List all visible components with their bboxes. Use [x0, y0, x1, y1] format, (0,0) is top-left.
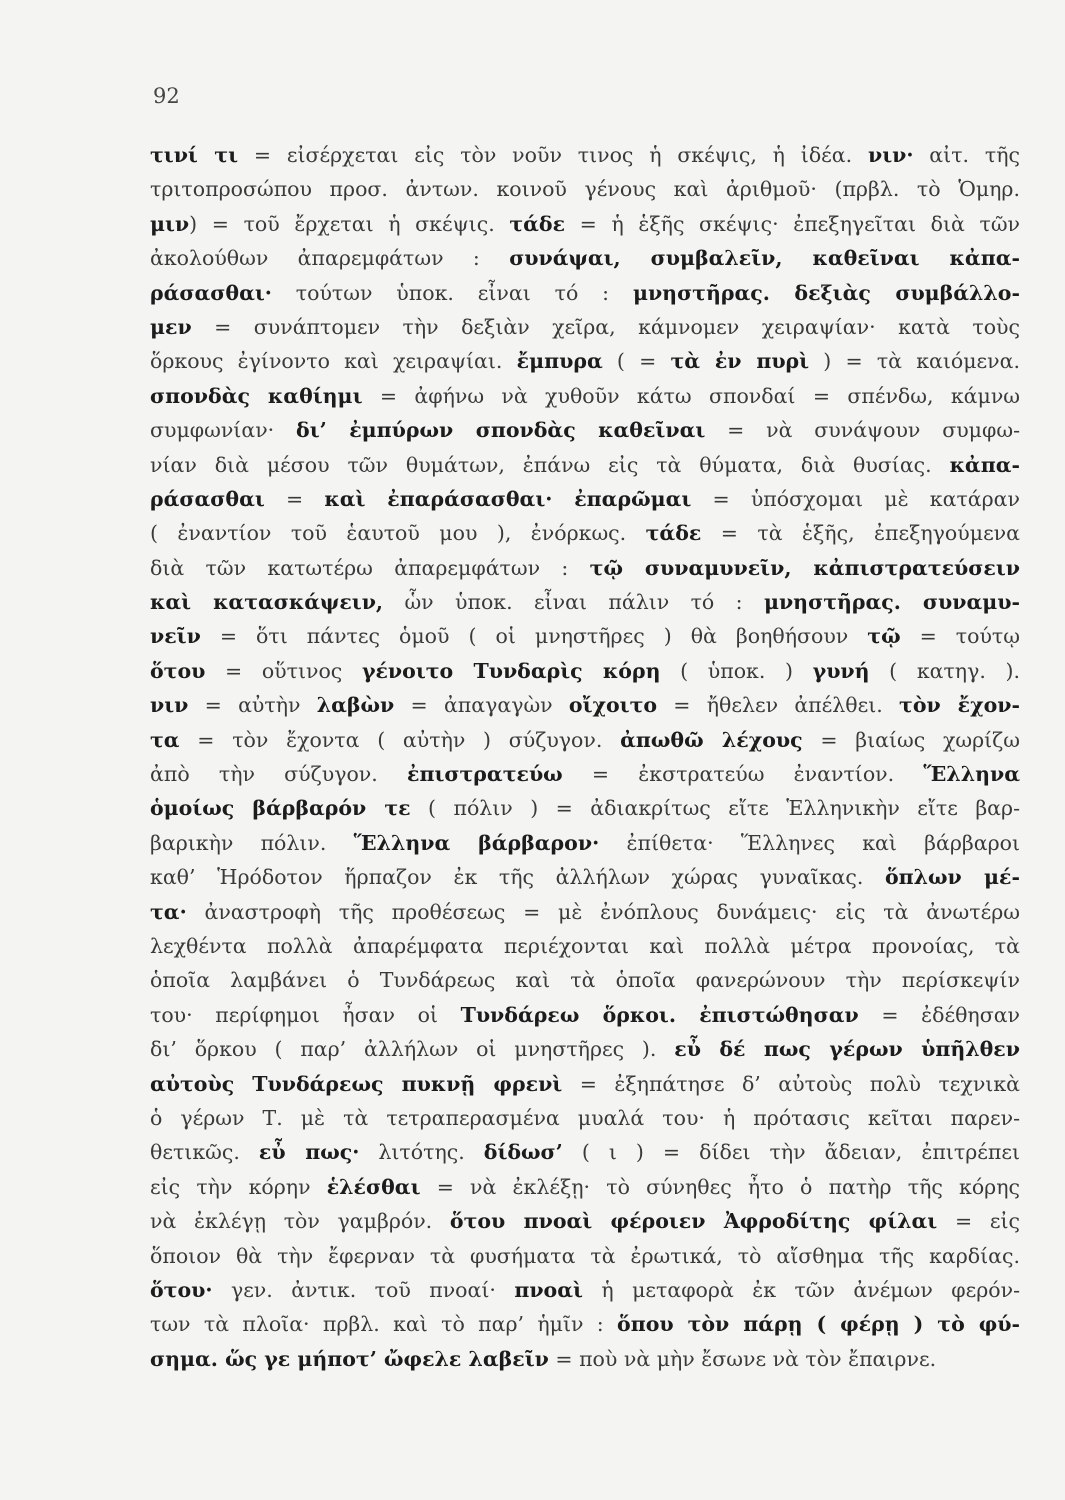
gloss-text: ( ἐναντίον τοῦ ἑαυτοῦ μου ), ἐνόρκως. [150, 521, 646, 546]
gloss-text: = ὑπόσχομαι μὲ κατάραν [691, 486, 1020, 511]
gloss-text: ὅρκους ἐγίνοντο καὶ χειραψίαι. [150, 349, 517, 374]
lemma-term: νιν· [867, 143, 914, 167]
text-line [150, 654, 1020, 688]
gloss-text: = οὕτινος [205, 658, 362, 683]
gloss-text: = ἐκστρατεύω ἐναντίον. [562, 762, 924, 787]
lemma-term: ἀπωθῶ λέχους [620, 727, 803, 752]
gloss-text: ἡ μεταφορὰ ἐκ τῶν ἀνέμων φερόν- [582, 1277, 1020, 1302]
gloss-text: ( κατηγ. ). [869, 658, 1020, 683]
lemma-term: αὐτοὺς Τυνδάρεως πυκνῇ φρενὶ [150, 1071, 563, 1096]
lemma-term: συνάψαι, συμβαλεῖν, καθεῖναι κἀπα- [509, 246, 1020, 271]
text-line [150, 276, 1020, 310]
lemma-term: γυνή [812, 658, 870, 683]
gloss-text: ( ι ) = δίδει τὴν ἄδειαν, ἐπιτρέπει [562, 1140, 1020, 1165]
lemma-term: Ἕλληνα [923, 762, 1020, 787]
text-line [150, 241, 1020, 275]
gloss-text: ἀκολούθων ἀπαρεμφάτων : [150, 246, 510, 271]
lemma-term: μεν [150, 314, 192, 339]
text-line [150, 757, 1020, 791]
lemma-term: ἐπιστρατεύω [406, 762, 563, 787]
text-line [150, 448, 1020, 482]
text-line [150, 172, 1020, 206]
text-line [150, 1135, 1020, 1169]
text-line [150, 963, 1020, 997]
lemma-term: σημα. ὥς γε μήποτ’ ὤφελε λαβεῖν [150, 1346, 549, 1371]
gloss-text: ) = τοῦ ἔρχεται ἡ σκέψις. [189, 211, 510, 236]
lemma-term: εὖ πως· [258, 1140, 360, 1165]
gloss-text: = τούτῳ [900, 624, 1020, 649]
gloss-text: = τὰ ἑξῆς, ἐπεξηγούμενα [701, 521, 1020, 546]
text-line [150, 895, 1020, 929]
gloss-text: = ἐξηπάτησε δ’ αὐτοὺς πολὺ τεχνικὰ [562, 1071, 1020, 1096]
gloss-text: = εἰσέρχεται εἰς τὸν νοῦν τινος ἡ σκέψις, ἡ ἰδέα. [238, 143, 868, 167]
gloss-text: = ἡ ἑξῆς σκέψις· ἐπεξηγεῖται διὰ τῶν [565, 211, 1020, 236]
text-line [150, 1239, 1020, 1273]
lemma-term: τα [150, 727, 180, 752]
gloss-text: = [264, 486, 325, 511]
text-line [150, 379, 1020, 413]
gloss-text: συμφωνίαν· [150, 418, 297, 443]
gloss-text: θετικῶς. [150, 1140, 259, 1165]
lemma-term: μνηστῆρας. δεξιὰς συμβάλλο- [632, 280, 1020, 305]
text-line [150, 344, 1020, 378]
gloss-text: = νὰ συνάψουν συμφω- [705, 418, 1020, 443]
gloss-text: = βιαίως χωρίζω [802, 727, 1020, 752]
lemma-term: ράσασθαι [150, 486, 265, 511]
lemma-term: καὶ ἐπαράσασθαι· ἐπαρῶμαι [324, 486, 692, 511]
text-line [150, 516, 1020, 550]
lemma-term: τινί τι [150, 143, 239, 167]
gloss-text: = ἤθελεν ἀπέλθει. [657, 693, 900, 718]
gloss-text: ὁ γέρων Τ. μὲ τὰ τετραπερασμένα μυαλά του· ἡ πρότασις κεῖται παρεν- [150, 1105, 1020, 1130]
lemma-term: ὅτου πνοαὶ φέροιεν Ἀφροδίτης φίλαι [449, 1209, 938, 1234]
lemma-term: καὶ κατασκάψειν, [150, 590, 384, 615]
text-line [150, 723, 1020, 757]
gloss-text: = τὸν ἔχοντα ( αὐτὴν ) σύζυγον. [179, 727, 621, 752]
gloss-text: = νὰ ἐκλέξῃ· τὸ σύνηθες ἦτο ὁ πατὴρ τῆς κόρης [420, 1174, 1020, 1199]
lemma-term: τάδε [645, 521, 702, 546]
gloss-text: = ποὺ νὰ μὴν ἔσωνε νὰ τὸν ἔπαιρνε. [548, 1346, 937, 1371]
lemma-term: ὅπου τὸν πάρῃ ( φέρῃ ) τὸ φύ- [617, 1312, 1020, 1337]
text-line [150, 413, 1020, 447]
text-line [150, 1342, 1020, 1376]
text-line [150, 929, 1020, 963]
page-number: 92 [153, 84, 180, 108]
lemma-term: κἀπα- [949, 452, 1020, 477]
lemma-term: πνοαὶ [514, 1277, 583, 1302]
lemma-term: ὅτου· [150, 1277, 213, 1302]
text-line [150, 310, 1020, 344]
text-line [150, 826, 1020, 860]
lemma-term: ὅπλων μέ- [884, 865, 1020, 890]
gloss-text: ( πόλιν ) = ἀδιακρίτως εἴτε Ἑλληνικὴν εἴτε βαρ- [410, 796, 1020, 821]
gloss-text: ὅποιον θὰ τὴν ἔφερναν τὰ φυσήματα τὰ ἐρωτικά, τὸ αἴσθημα τῆς καρδίας. [150, 1243, 1020, 1268]
commentary-text [150, 138, 1020, 1376]
lemma-term: γένοιτο Τυνδαρὶς κόρη [361, 658, 661, 683]
lemma-term: νιν [150, 693, 189, 718]
lemma-term: τῷ [867, 624, 901, 649]
gloss-text: νίαν διὰ μέσου τῶν θυμάτων, ἐπάνω εἰς τὰ θύματα, διὰ θυσίας. [150, 452, 950, 477]
lemma-term: Τυνδάρεω ὅρκοι. ἐπιστώθησαν [460, 1002, 859, 1027]
gloss-text: = συνάπτομεν τὴν δεξιὰν χεῖρα, κάμνομεν χειραψίαν· κατὰ τοὺς [191, 314, 1020, 339]
lemma-term: τῷ συναμυνεῖν, κἀπιστρατεύσειν [589, 555, 1020, 580]
lemma-term: τὸν ἔχον- [899, 693, 1020, 718]
gloss-text: καθ’ Ἡρόδοτον ἥρπαζον ἐκ τῆς ἀλλήλων χώρας γυναῖκας. [150, 865, 885, 890]
lemma-term: τάδε [509, 211, 566, 236]
lemma-term: ράσασθαι· [150, 280, 272, 305]
gloss-text: εἰς τὴν κόρην [150, 1174, 327, 1199]
lemma-term: Ἕλληνα βάρβαρον· [353, 830, 600, 855]
gloss-text: ( ὑποκ. ) [660, 658, 813, 683]
gloss-text: δι’ ὅρκου ( παρ’ ἀλλήλων οἱ μνηστῆρες ). [150, 1037, 675, 1062]
lemma-term: νεῖν [150, 624, 201, 649]
gloss-text: αἰτ. τῆς [913, 143, 1020, 167]
text-line [150, 619, 1020, 653]
lemma-term: εὖ δέ πως γέρων ὑπῆλθεν [674, 1037, 1020, 1062]
lemma-term: ἔμπυρα [516, 349, 603, 374]
gloss-text: διὰ τῶν κατωτέρω ἀπαρεμφάτων : [150, 555, 590, 580]
lemma-term: μνηστῆρας. συναμυ- [763, 590, 1020, 615]
gloss-text: = ἀπαγαγὼν [394, 693, 569, 718]
lemma-term: τὰ ἐν πυρὶ [670, 349, 810, 374]
gloss-text: ὧν ὑποκ. εἶναι πάλιν τό : [383, 590, 764, 615]
text-line [150, 1204, 1020, 1238]
gloss-text: τούτων ὑποκ. εἶναι τό : [271, 280, 633, 305]
text-line [150, 791, 1020, 825]
text-line [150, 688, 1020, 722]
gloss-text: γεν. ἀντικ. τοῦ πνοαί· [212, 1277, 515, 1302]
text-line [150, 860, 1020, 894]
lemma-term: δίδωσ’ [483, 1140, 563, 1165]
gloss-text: = ἐδέθησαν [858, 1002, 1020, 1027]
lemma-term: τα· [150, 899, 187, 924]
text-line [150, 1101, 1020, 1135]
text-line [150, 551, 1020, 585]
text-line [150, 138, 1020, 172]
gloss-text: ἐπίθετα· Ἕλληνες καὶ βάρβαροι [599, 830, 1020, 855]
text-line [150, 998, 1020, 1032]
lemma-term: σπονδὰς καθίημι [150, 383, 363, 408]
gloss-text: βαρικὴν πόλιν. [150, 830, 354, 855]
gloss-text: ἀναστροφὴ τῆς προθέσεως = μὲ ἐνόπλους δυνάμεις· εἰς τὰ ἀνωτέρω [186, 899, 1020, 924]
gloss-text: ὁποῖα λαμβάνει ὁ Τυνδάρεως καὶ τὰ ὁποῖα φανερώνουν τὴν περίσκεψίν [150, 968, 1020, 993]
text-line [150, 482, 1020, 516]
lemma-term: ἑλέσθαι [326, 1174, 421, 1199]
text-line [150, 1170, 1020, 1204]
gloss-text: = αὐτὴν [188, 693, 317, 718]
gloss-text: των τὰ πλοῖα· πρβλ. καὶ τὸ παρ’ ἡμῖν : [150, 1312, 618, 1337]
text-line [150, 585, 1020, 619]
gloss-text: του· περίφημοι ἦσαν οἱ [150, 1002, 461, 1027]
text-line [150, 1307, 1020, 1341]
lemma-term: ὅτου [150, 658, 206, 683]
text-line [150, 1067, 1020, 1101]
gloss-text: = εἰς [937, 1209, 1020, 1234]
text-line [150, 207, 1020, 241]
text-line [150, 1273, 1020, 1307]
text-line [150, 1032, 1020, 1066]
gloss-text: ( = [602, 349, 671, 374]
gloss-text: τριτοπροσώπου προσ. ἀντων. κοινοῦ γένους καὶ ἀριθμοῦ· (πρβλ. τὸ Ὁμηρ. [150, 177, 1020, 202]
lemma-term: δι’ ἐμπύρων σπονδὰς καθεῖναι [296, 418, 706, 443]
lemma-term: ὁμοίως βάρβαρόν τε [150, 796, 411, 821]
gloss-text: λεχθέντα πολλὰ ἀπαρέμφατα περιέχονται καὶ πολλὰ μέτρα προνοίας, τὰ [150, 933, 1020, 958]
lemma-term: μιν [150, 211, 190, 236]
gloss-text: ) = τὰ καιόμενα. [809, 349, 1020, 374]
gloss-text: λιτότης. [359, 1140, 484, 1165]
gloss-text: = ἀφήνω νὰ χυθοῦν κάτω σπονδαί = σπένδω, κάμνω [362, 383, 1020, 408]
gloss-text: ἀπὸ τὴν σύζυγον. [150, 762, 407, 787]
lemma-term: οἴχοιτο [568, 693, 658, 718]
gloss-text: = ὅτι πάντες ὁμοῦ ( οἱ μνηστῆρες ) θὰ βοηθήσουν [200, 624, 868, 649]
lemma-term: λαβὼν [316, 693, 395, 718]
gloss-text: νὰ ἐκλέγῃ τὸν γαμβρόν. [150, 1209, 450, 1234]
